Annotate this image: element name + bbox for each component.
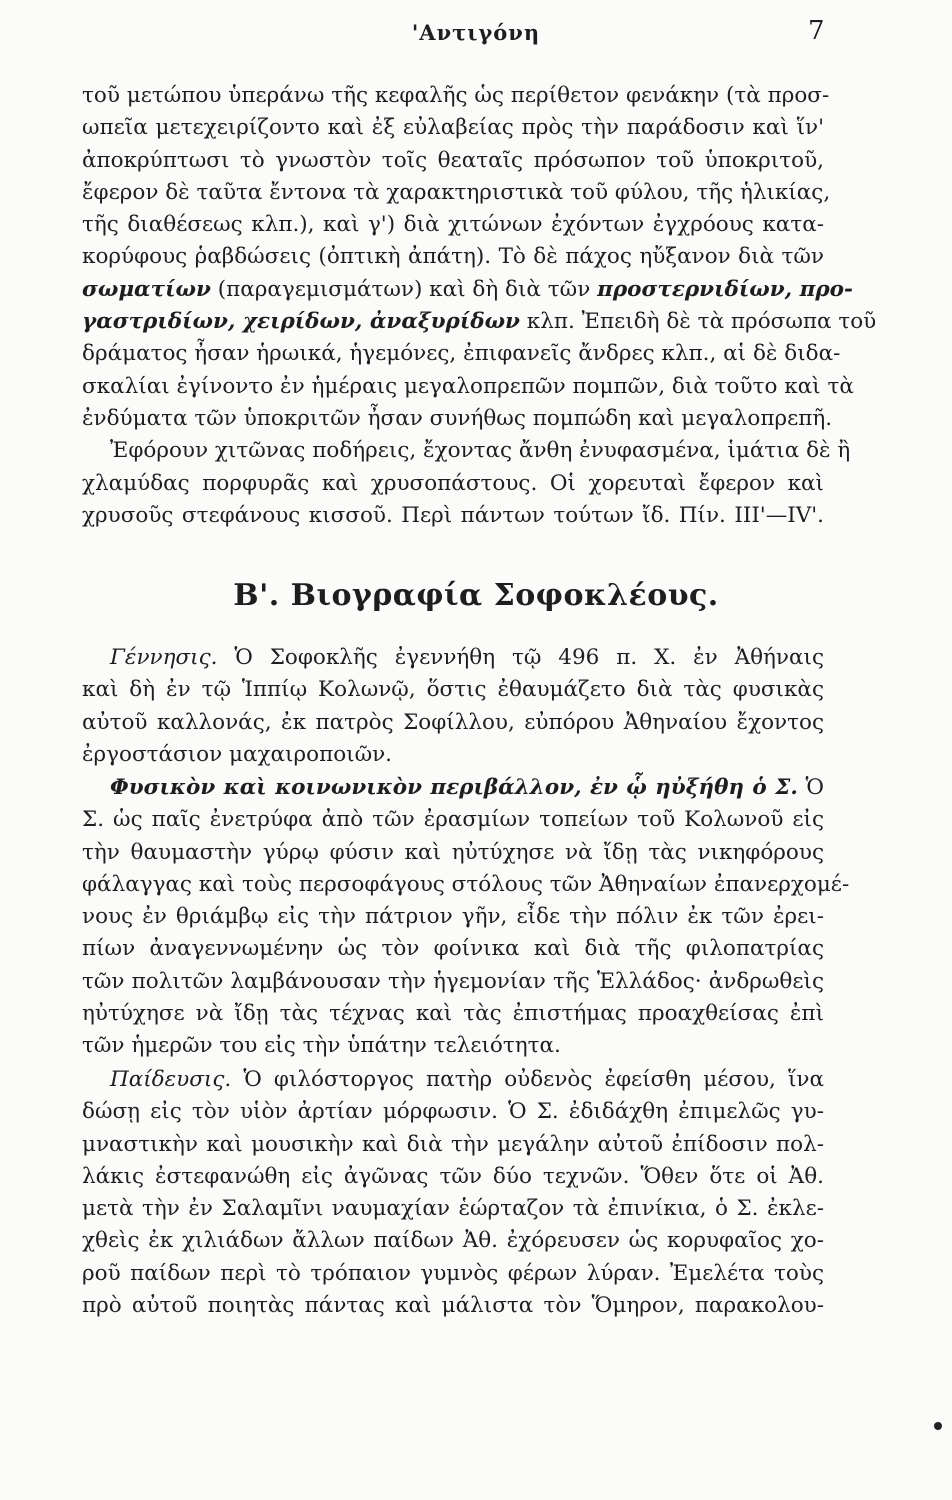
text-line: Σ. ὡς παῖς ἐνετρύφα ἀπὸ τῶν ἐρασμίων τοπείων τοῦ Κολωνοῦ εἰς [82, 807, 824, 833]
emphasis-term: προστερνιδίων, προ- [597, 276, 853, 302]
text-line: ηὐτύχησε νὰ ἴδῃ τὰς τέχνας καὶ τὰς ἐπιστήμας προαχθείσας ἐπὶ [82, 1001, 824, 1027]
text-line: αὐτοῦ καλλονάς, ἐκ πατρὸς Σοφίλλου, εὐπόρου Ἀθηναίου ἔχοντος [82, 709, 824, 735]
text-line: τῶν πολιτῶν λαμβάνουσαν τὴν ἡγεμονίαν τῆς Ἑλλάδος· ἀνδρωθεὶς [82, 968, 824, 994]
text-line: ἐνδύματα τῶν ὑποκριτῶν ἦσαν συνήθως πομπώδη καὶ μεγαλοπρεπῆ. [82, 405, 833, 431]
text-run: Ὁ Σοφοκλῆς ἐγεννήθη τῷ 496 π. Χ. ἐν Ἀθήναις [217, 645, 824, 670]
text-line [82, 1064, 824, 1096]
text-line: μετὰ τὴν ἐν Σαλαμῖνι ναυμαχίαν ἑώρταζον τὰ ἐπινίκια, ὁ Σ. ἐκλε- [82, 1196, 824, 1222]
text-line: τῶν ἡμερῶν του εἰς τὴν ὑπάτην τελειότητα. [82, 1033, 561, 1059]
text-run: κλπ. Ἐπειδὴ δὲ τὰ πρόσωπα τοῦ [519, 309, 877, 335]
paragraph-label: Παίδευσις. [110, 1067, 232, 1092]
intro-paragraph [82, 80, 877, 532]
paragraph-label: Φυσικὸν καὶ κοινωνικὸν περιβάλλον, ἐν ᾧ ηὐξήθη ὁ Σ. [110, 775, 798, 800]
text-line: Ἐφόρουν χιτῶνας ποδήρεις, ἔχοντας ἄνθη ἐνυφασμένα, ἱμάτια δὲ ἢ [110, 438, 851, 464]
emphasis-term: σωματίων [82, 276, 211, 302]
text-line: λάκις ἐστεφανώθη εἰς ἀγῶνας τῶν δύο τεχνῶν. Ὅθεν ὅτε οἱ Ἀθ. [82, 1163, 824, 1189]
environment-paragraph [82, 772, 850, 1063]
text-line: τὴν θαυμαστὴν γύρῳ φύσιν καὶ ηὐτύχησε νὰ ἴδῃ τὰς νικηφόρους [82, 839, 824, 865]
running-head: 'Αντιγόνη [411, 20, 541, 45]
text-line: πρὸ αὐτοῦ ποιητὰς πάντας καὶ μάλιστα τὸν Ὅμηρον, παρακολου- [82, 1293, 824, 1319]
text-run: (παραγεμισμάτων) καὶ δὴ διὰ τῶν [210, 276, 598, 302]
birth-paragraph [82, 642, 824, 771]
paragraph-label: Γέννησις. [110, 645, 218, 670]
text-line: νους ἐν θριάμβῳ εἰς τὴν πάτριον γῆν, εἶδε τὴν πόλιν ἐκ τῶν ἐρει- [82, 904, 824, 930]
page-number: 7 [808, 16, 825, 46]
text-line: ἔφερον δὲ ταῦτα ἔντονα τὰ χαρακτηριστικὰ τοῦ φύλου, τῆς ἡλικίας, [82, 179, 831, 205]
emphasis-term: γαστριδίων, χειρίδων, ἀναξυρίδων [82, 309, 520, 335]
text-line: χθεὶς ἐκ χιλιάδων ἄλλων παίδων Ἀθ. ἐχόρευσεν ὡς κορυφαῖος χο- [82, 1228, 824, 1254]
text-line [82, 274, 853, 306]
text-line: κορύφους ῥαβδώσεις (ὀπτικὴ ἀπάτη). Τὸ δὲ πάχος ηὔξανον διὰ τῶν [82, 244, 824, 270]
text-line: ἐργοστάσιον μαχαιροποιῶν. [82, 741, 393, 767]
text-line: δώσῃ εἰς τὸν υἱὸν ἀρτίαν μόρφωσιν. Ὁ Σ. ἐδιδάχθη ἐπιμελῶς γυ- [82, 1099, 824, 1125]
text-line: σκαλίαι ἐγίνοντο ἐν ἡμέραις μεγαλοπρεπῶν πομπῶν, διὰ τοῦτο καὶ τὰ [82, 373, 854, 399]
text-run: Ὁ [797, 775, 825, 800]
text-line [82, 642, 824, 674]
text-line: ἀποκρύπτωσι τὸ γνωστὸν τοῖς θεαταῖς πρόσωπον τοῦ ὑποκριτοῦ, [82, 147, 824, 173]
text-line: φάλαγγας καὶ τοὺς περσοφάγους στόλους τῶν Ἀθηναίων ἐπανερχομέ- [82, 871, 850, 897]
education-paragraph [82, 1064, 824, 1322]
text-line: ωπεῖα μετεχειρίζοντο καὶ ἐξ εὐλαβείας πρὸς τὴν παράδοσιν καὶ ἵν' [82, 115, 824, 141]
section-heading: Β'. Βιογραφία Σοφοκλέους. [233, 578, 719, 613]
text-run: Ὁ φιλόστοργος πατὴρ οὐδενὸς ἐφείσθη μέσου, ἵνα [231, 1067, 824, 1092]
text-line: πίων ἀναγεννωμένην ὡς τὸν φοίνικα καὶ διὰ τῆς φιλοπατρίας [82, 936, 824, 962]
text-line: δράματος ἦσαν ἡρωικά, ἡγεμόνες, ἐπιφανεῖς ἄνδρες κλπ., αἱ δὲ διδα- [82, 341, 841, 367]
text-line: καὶ δὴ ἐν τῷ Ἱππίῳ Κολωνῷ, ὅστις ἐθαυμάζετο διὰ τὰς φυσικὰς [82, 677, 824, 703]
text-line [82, 306, 877, 338]
text-line: τῆς διαθέσεως κλπ.), καὶ γ') διὰ χιτώνων ἐχόντων ἐγχρόους κατα- [82, 212, 824, 238]
text-line: ροῦ παίδων περὶ τὸ τρόπαιον γυμνὸς φέρων λύραν. Ἐμελέτα τοὺς [82, 1260, 824, 1286]
text-line: μναστικὴν καὶ μουσικὴν καὶ διὰ τὴν μεγάλην αὐτοῦ ἐπίδοσιν πολ- [82, 1131, 824, 1157]
text-line [82, 772, 824, 804]
ink-spot [934, 1422, 942, 1430]
text-line: τοῦ μετώπου ὑπεράνω τῆς κεφαλῆς ὡς περίθετον φενάκην (τὰ προσ- [82, 83, 830, 108]
text-line: χρυσοῦς στεφάνους κισσοῦ. Περὶ πάντων τούτων ἴδ. Πίν. ΙΙΙ'—IV'. [82, 502, 824, 528]
text-line: χλαμύδας πορφυρᾶς καὶ χρυσοπάστους. Οἱ χορευταὶ ἔφερον καὶ [82, 470, 824, 496]
